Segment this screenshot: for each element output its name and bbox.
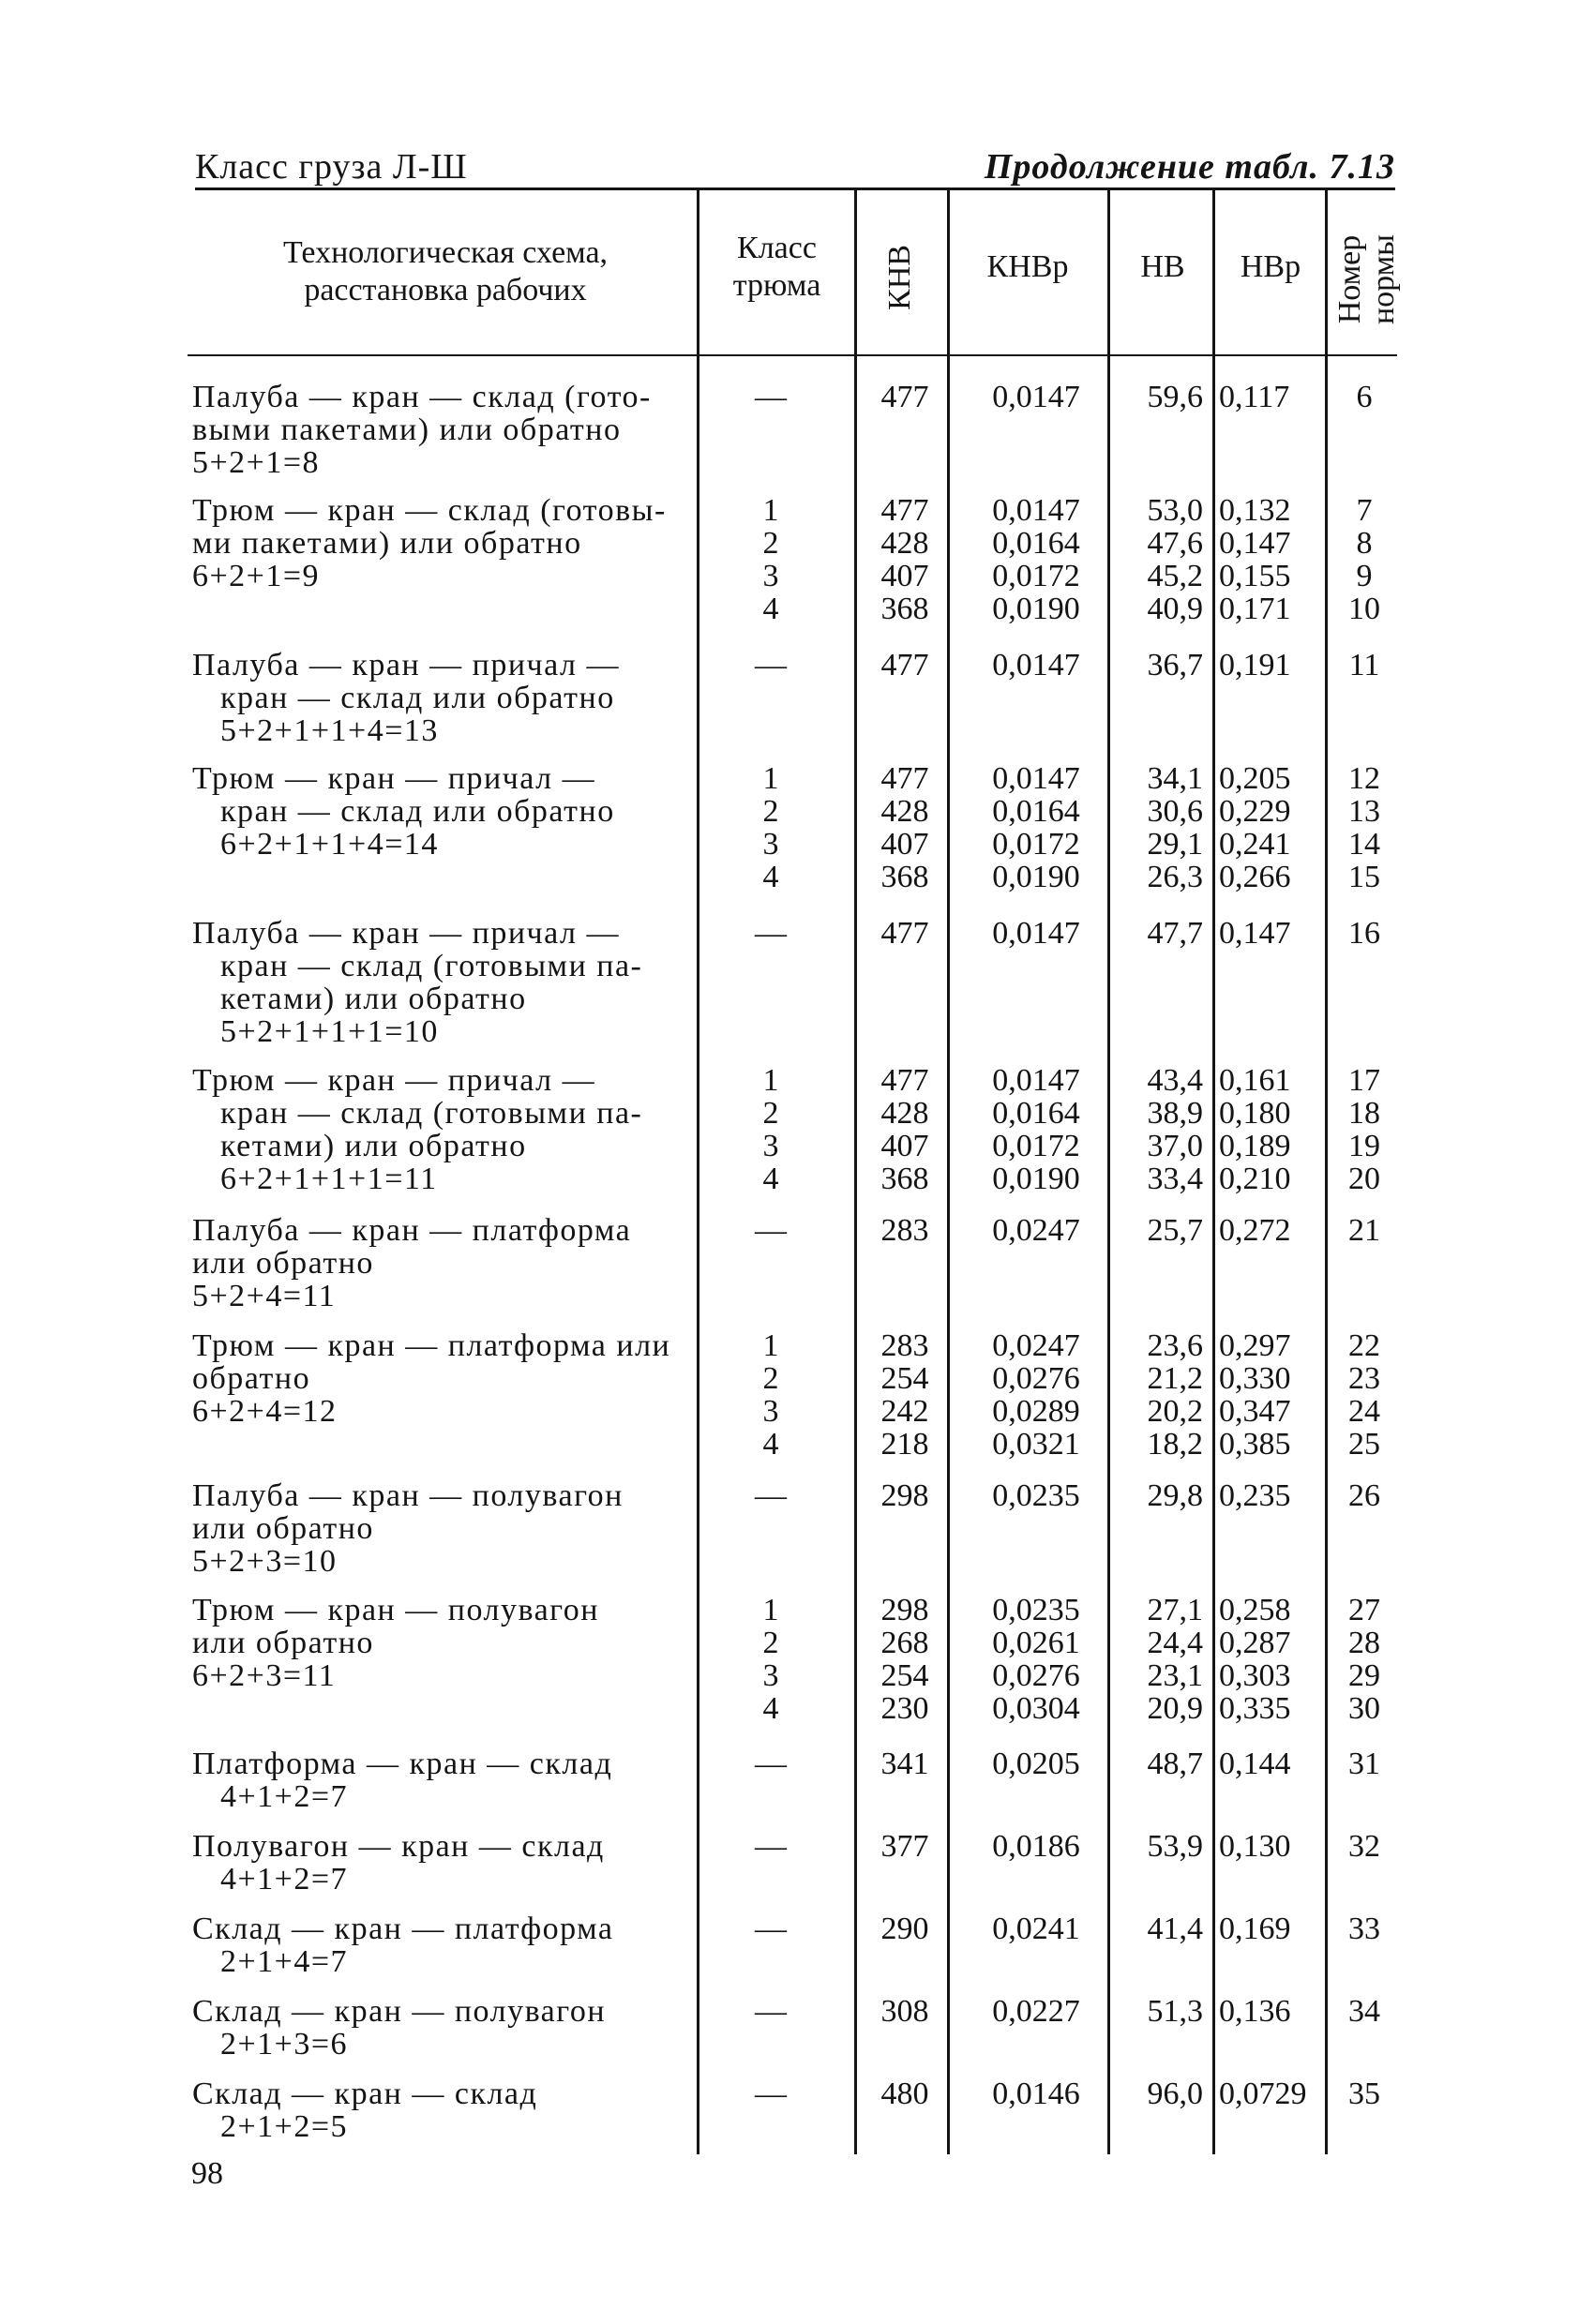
scheme-cell: Палуба — кран — платформа или обратно 5+2+4=11 — [192, 1213, 632, 1313]
col-header-norm-number: Номер нормы — [1332, 233, 1401, 325]
knv-cell: 480 — [880, 2077, 929, 2111]
hold-class-cell: 1 2 3 4 — [762, 1593, 779, 1726]
knv-cell: 283 254 242 218 — [880, 1328, 929, 1462]
knvr-cell: 0,0241 — [992, 1912, 1080, 1946]
col-header-nvr: НВр — [1240, 249, 1301, 284]
scheme-cell: Палуба — кран — причал — кран — склад или обратно 5+2+1+1+4=13 — [192, 648, 621, 748]
norm-number-cell: 26 — [1348, 1478, 1380, 1513]
knv-cell: 477 — [880, 916, 929, 951]
column-header-bottom-rule — [188, 354, 1397, 356]
norm-number-cell: 17 18 19 20 — [1348, 1063, 1380, 1196]
knvr-cell: 0,0147 0,0164 0,0172 0,0190 — [992, 761, 1080, 894]
scheme-cell: Полувагон — кран — склад 4+1+2=7 — [192, 1829, 605, 1897]
knv-cell: 377 — [880, 1829, 929, 1864]
nvr-cell: 0,132 0,147 0,155 0,171 — [1219, 493, 1291, 626]
nv-cell: 41,4 — [1147, 1912, 1203, 1946]
knv-cell: 298 — [880, 1478, 929, 1513]
nv-cell: 48,7 — [1147, 1747, 1203, 1781]
hold-class-cell: 1 2 3 4 — [762, 493, 779, 626]
norm-number-cell: 31 — [1348, 1747, 1380, 1781]
knv-cell: 477 428 407 368 — [880, 761, 929, 894]
hold-class-cell: — — [755, 1747, 787, 1781]
norm-number-cell: 21 — [1348, 1213, 1380, 1248]
nvr-cell: 0,136 — [1219, 1994, 1291, 2029]
knvr-cell: 0,0186 — [992, 1829, 1080, 1864]
knvr-cell: 0,0147 — [992, 916, 1080, 951]
knv-cell: 283 — [880, 1213, 929, 1248]
hold-class-cell: — — [755, 916, 787, 951]
norm-number-cell: 12 13 14 15 — [1348, 761, 1380, 894]
scheme-cell: Склад — кран — платформа 2+1+4=7 — [192, 1912, 614, 1979]
nvr-cell: 0,147 — [1219, 916, 1291, 951]
divider-knvr — [1107, 189, 1110, 2154]
nvr-cell: 0,144 — [1219, 1747, 1291, 1781]
col-header-nv: НВ — [1140, 249, 1185, 284]
hold-class-cell: 1 2 3 4 — [762, 761, 779, 894]
scheme-cell: Трюм — кран — причал — кран — склад или обратно 6+2+1+1+4=14 — [192, 761, 615, 862]
nvr-cell: 0,297 0,330 0,347 0,385 — [1219, 1328, 1291, 1462]
divider-knv — [947, 189, 950, 2154]
norm-number-cell: 35 — [1348, 2077, 1380, 2111]
nvr-cell: 0,169 — [1219, 1912, 1291, 1946]
nv-cell: 29,8 — [1147, 1478, 1203, 1513]
scheme-cell: Трюм — кран — причал — кран — склад (готовыми па- кетами) или обратно 6+2+1+1+1=11 — [192, 1063, 643, 1196]
knvr-cell: 0,0147 0,0164 0,0172 0,0190 — [992, 1063, 1080, 1196]
knvr-cell: 0,0147 — [992, 380, 1080, 414]
knv-cell: 477 — [880, 648, 929, 682]
scheme-cell: Склад — кран — склад 2+1+2=5 — [192, 2077, 538, 2144]
hold-class-cell: — — [755, 648, 787, 682]
nv-cell: 36,7 — [1147, 648, 1203, 682]
hold-class-cell: — — [755, 1213, 787, 1248]
norm-number-cell: 27 28 29 30 — [1348, 1593, 1380, 1726]
nvr-cell: 0,161 0,180 0,189 0,210 — [1219, 1063, 1291, 1196]
norm-number-cell: 7 8 9 10 — [1348, 493, 1380, 626]
nv-cell: 23,6 21,2 20,2 18,2 — [1147, 1328, 1203, 1462]
divider-class — [854, 189, 857, 2154]
col-header-scheme: Технологическая схема, расстановка рабочих — [282, 235, 609, 307]
knvr-cell: 0,0235 — [992, 1478, 1080, 1513]
hold-class-cell: — — [755, 1994, 787, 2029]
norm-number-cell: 34 — [1348, 1994, 1380, 2029]
nv-cell: 51,3 — [1147, 1994, 1203, 2029]
nvr-cell: 0,130 — [1219, 1829, 1291, 1864]
knv-cell: 308 — [880, 1994, 929, 2029]
knvr-cell: 0,0146 — [992, 2077, 1080, 2111]
table-continuation-label: Продолжение табл. 7.13 — [984, 147, 1395, 187]
divider-nv — [1212, 189, 1215, 2154]
scheme-cell: Палуба — кран — причал — кран — склад (готовыми па- кетами) или обратно 5+2+1+1+1=10 — [192, 916, 643, 1049]
hold-class-cell: 1 2 3 4 — [762, 1063, 779, 1196]
nv-cell: 47,7 — [1147, 916, 1203, 951]
hold-class-cell: — — [755, 1478, 787, 1513]
nvr-cell: 0,272 — [1219, 1213, 1291, 1248]
nvr-cell: 0,191 — [1219, 648, 1291, 682]
nv-cell: 53,0 47,6 45,2 40,9 — [1147, 493, 1203, 626]
knvr-cell: 0,0247 0,0276 0,0289 0,0321 — [992, 1328, 1080, 1462]
knvr-cell: 0,0205 — [992, 1747, 1080, 1781]
hold-class-cell: — — [755, 380, 787, 414]
norm-number-cell: 6 — [1356, 380, 1373, 414]
nvr-cell: 0,235 — [1219, 1478, 1291, 1513]
divider-nvr — [1325, 189, 1328, 2154]
norm-number-cell: 16 — [1348, 916, 1380, 951]
col-header-knvr: КНВр — [986, 249, 1069, 284]
knvr-cell: 0,0227 — [992, 1994, 1080, 2029]
col-header-hold-class: Класс трюма — [732, 231, 821, 303]
knvr-cell: 0,0247 — [992, 1213, 1080, 1248]
nvr-cell: 0,117 — [1219, 380, 1290, 414]
knv-cell: 298 268 254 230 — [880, 1593, 929, 1726]
nv-cell: 53,9 — [1147, 1829, 1203, 1864]
knv-cell: 477 — [880, 380, 929, 414]
knv-cell: 290 — [880, 1912, 929, 1946]
nv-cell: 43,4 38,9 37,0 33,4 — [1147, 1063, 1203, 1196]
scheme-cell: Палуба — кран — склад (гото- выми пакетами) или обратно 5+2+1=8 — [192, 380, 652, 480]
knvr-cell: 0,0147 — [992, 648, 1080, 682]
hold-class-cell: — — [755, 1829, 787, 1864]
norm-number-cell: 33 — [1348, 1912, 1380, 1946]
nvr-cell: 0,0729 — [1219, 2077, 1307, 2111]
knvr-cell: 0,0235 0,0261 0,0276 0,0304 — [992, 1593, 1080, 1726]
knv-cell: 477 428 407 368 — [880, 493, 929, 626]
knv-cell: 341 — [880, 1747, 929, 1781]
page-number: 98 — [191, 2156, 223, 2191]
norm-number-cell: 32 — [1348, 1829, 1380, 1864]
scheme-cell: Платформа — кран — склад 4+1+2=7 — [192, 1747, 613, 1814]
norm-number-cell: 11 — [1348, 648, 1380, 682]
cargo-class-label: Класс груза Л-Ш — [195, 147, 468, 187]
nv-cell: 59,6 — [1147, 380, 1203, 414]
header-top-rule — [195, 187, 1395, 190]
norm-number-cell: 22 23 24 25 — [1348, 1328, 1380, 1462]
nv-cell: 96,0 — [1147, 2077, 1203, 2111]
nvr-cell: 0,258 0,287 0,303 0,335 — [1219, 1593, 1291, 1726]
col-header-knv: КНВ — [882, 245, 917, 310]
scheme-cell: Склад — кран — полувагон 2+1+3=6 — [192, 1994, 607, 2062]
nvr-cell: 0,205 0,229 0,241 0,266 — [1219, 761, 1291, 894]
nv-cell: 25,7 — [1147, 1213, 1203, 1248]
scheme-cell: Трюм — кран — полувагон или обратно 6+2+3=11 — [192, 1593, 599, 1693]
hold-class-cell: — — [755, 2077, 787, 2111]
nv-cell: 34,1 30,6 29,1 26,3 — [1147, 761, 1203, 894]
knv-cell: 477 428 407 368 — [880, 1063, 929, 1196]
nv-cell: 27,1 24,4 23,1 20,9 — [1147, 1593, 1203, 1726]
scheme-cell: Трюм — кран — платформа или обратно 6+2+4=12 — [192, 1328, 671, 1429]
scheme-cell: Палуба — кран — полувагон или обратно 5+2+3=10 — [192, 1478, 624, 1579]
hold-class-cell: — — [755, 1912, 787, 1946]
hold-class-cell: 1 2 3 4 — [762, 1328, 779, 1462]
scheme-cell: Трюм — кран — склад (готовы- ми пакетами) или обратно 6+2+1=9 — [192, 493, 667, 593]
knvr-cell: 0,0147 0,0164 0,0172 0,0190 — [992, 493, 1080, 626]
